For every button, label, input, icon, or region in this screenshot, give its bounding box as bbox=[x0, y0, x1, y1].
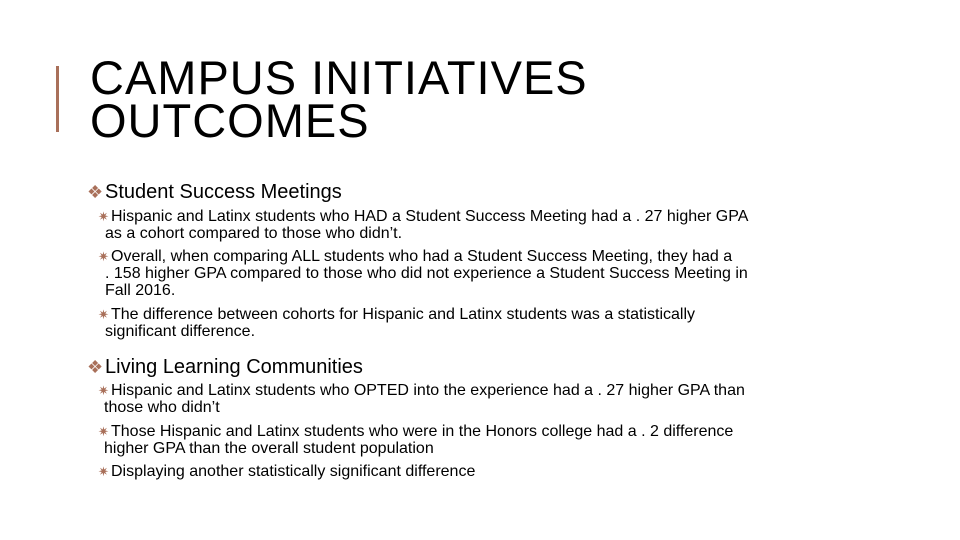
list-item-text: . 158 higher GPA compared to those who did not experience a Student Success Meeting in bbox=[105, 265, 748, 282]
list-item bbox=[98, 463, 475, 480]
section-heading bbox=[87, 181, 342, 203]
diamond-bullet-icon: ❖ bbox=[87, 182, 104, 202]
list-item bbox=[98, 423, 733, 457]
list-item-text: Those Hispanic and Latinx students who were in the Honors college had a . 2 difference bbox=[111, 423, 734, 440]
list-item-text: Hispanic and Latinx students who OPTED into the experience had a . 27 higher GPA than bbox=[111, 382, 745, 399]
list-item-text: higher GPA than the overall student population bbox=[104, 440, 434, 457]
list-item-text: Overall, when comparing ALL students who had a Student Success Meeting, they had a bbox=[111, 248, 733, 265]
star-bullet-icon: ✷ bbox=[98, 307, 109, 322]
star-bullet-icon: ✷ bbox=[98, 464, 109, 479]
section-heading-text: Student Success Meetings bbox=[105, 181, 342, 203]
list-item bbox=[98, 306, 695, 340]
list-item-text: Hispanic and Latinx students who HAD a Student Success Meeting had a . 27 higher GPA bbox=[111, 208, 749, 225]
accent-bar bbox=[56, 66, 59, 132]
star-bullet-icon: ✷ bbox=[98, 424, 109, 439]
diamond-bullet-icon: ❖ bbox=[87, 357, 104, 377]
list-item bbox=[98, 208, 748, 242]
star-bullet-icon: ✷ bbox=[98, 249, 109, 264]
slide-title bbox=[90, 51, 588, 147]
list-item bbox=[98, 248, 748, 299]
title-line-2: OUTCOMES bbox=[90, 94, 370, 147]
list-item-text: The difference between cohorts for Hispanic and Latinx students was a statistically bbox=[111, 306, 696, 323]
list-item-text: as a cohort compared to those who didn’t. bbox=[105, 225, 403, 242]
list-item-text: Fall 2016. bbox=[105, 282, 176, 299]
star-bullet-icon: ✷ bbox=[98, 209, 109, 224]
list-item-text: significant difference. bbox=[105, 323, 256, 340]
list-item bbox=[98, 382, 745, 416]
section-heading bbox=[87, 356, 363, 378]
title-line-1: CAMPUS INITIATIVES bbox=[90, 51, 588, 104]
list-item-text: Displaying another statistically significant difference bbox=[111, 463, 476, 480]
star-bullet-icon: ✷ bbox=[98, 383, 109, 398]
section-heading-text: Living Learning Communities bbox=[105, 356, 363, 378]
list-item-text: those who didn’t bbox=[104, 399, 220, 416]
